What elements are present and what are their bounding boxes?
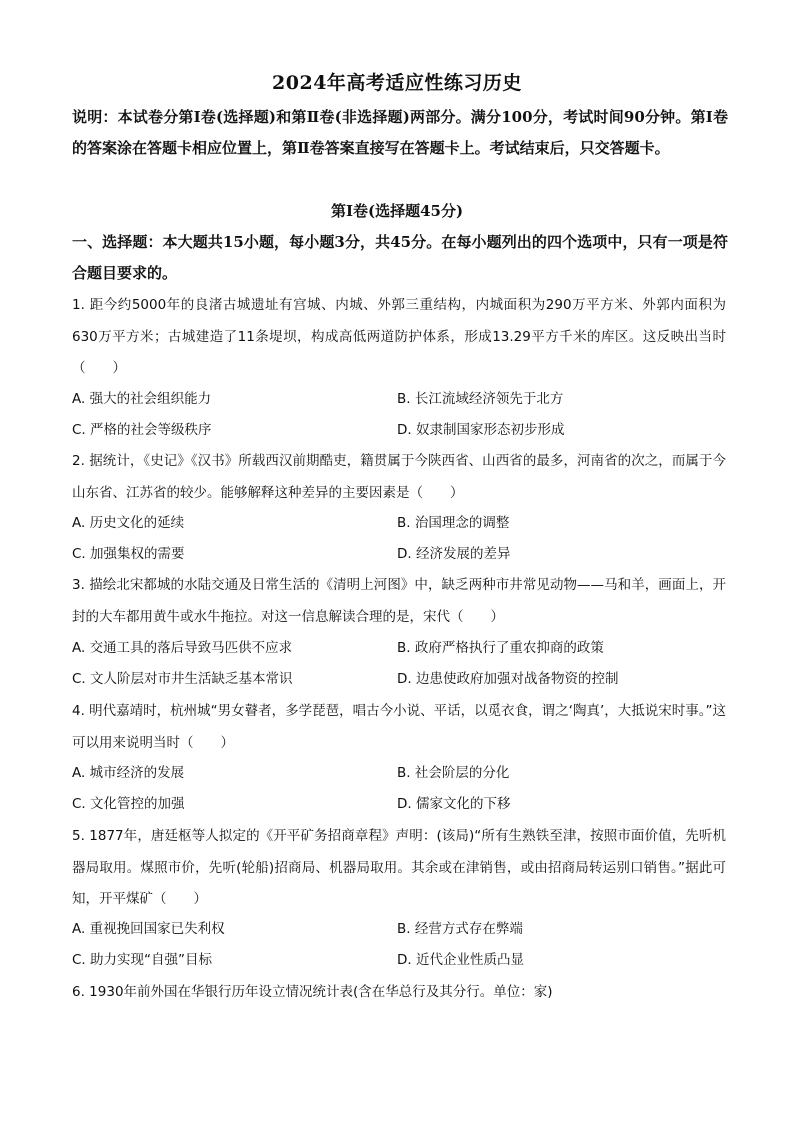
option-3b: B. 政府严格执行了重农抑商的政策 <box>397 640 604 656</box>
exam-instructions: 说明：本试卷分第Ⅰ卷(选择题)和第Ⅱ卷(非选择题)两部分。满分100分，考试时间90分钟。第Ⅰ卷的答案涂在答题卡相应位置上，第Ⅱ卷答案直接写在答题卡上。考试结束后，只交答题卡。 <box>72 108 728 157</box>
option-1a: A. 强大的社会组织能力 <box>72 391 212 407</box>
question-5-stem: 5. 1877年，唐廷枢等人拟定的《开平矿务招商章程》声明：(该局)“所有生熟铁至津，按照市面价值，先听机器局取用。煤照市价，先听(轮船)招商局、机器局取用。其余或在津销售，或由招商局转运别口销售。”据此可知，开平煤矿（ ） <box>72 828 726 907</box>
option-1d: D. 奴隶制国家形态初步形成 <box>397 422 565 438</box>
option-3a: A. 交通工具的落后导致马匹供不应求 <box>72 640 293 656</box>
question-1-stem: 1. 距今约5000年的良渚古城遗址有宫城、内城、外郭三重结构，内城面积为290万平方米、外郭内面积为630万平方米；古城建造了11条堤坝，构成高低两道防护体系，形成13.29平方千米的库区。这反映出当时（ ） <box>72 297 726 376</box>
option-2a: A. 历史文化的延续 <box>72 515 185 531</box>
question-1-options <box>72 384 726 446</box>
option-5c: C. 助力实现“自强”目标 <box>72 952 212 968</box>
question-3-options <box>72 633 726 695</box>
option-4d: D. 儒家文化的下移 <box>397 796 511 812</box>
option-3d: D. 边患使政府加强对战备物资的控制 <box>397 671 619 687</box>
option-2c: C. 加强集权的需要 <box>72 546 185 562</box>
question-6-stem: 6. 1930年前外国在华银行历年设立情况统计表(含在华总行及其分行。单位：家) <box>72 984 553 1000</box>
option-5a: A. 重视挽回国家已失利权 <box>72 921 225 937</box>
question-4-options <box>72 758 726 820</box>
option-5b: B. 经营方式存在弊端 <box>397 921 523 937</box>
option-2b: B. 治国理念的调整 <box>397 515 510 531</box>
page-title: 2024年高考适应性练习历史 <box>272 72 522 94</box>
question-2-options <box>72 508 726 570</box>
option-1b: B. 长江流域经济领先于北方 <box>397 391 564 407</box>
part-heading: 一、选择题：本大题共15小题，每小题3分，共45分。在每小题列出的四个选项中，只有一项是符合题目要求的。 <box>72 233 728 282</box>
option-4a: A. 城市经济的发展 <box>72 765 185 781</box>
option-3c: C. 文人阶层对市井生活缺乏基本常识 <box>72 671 293 687</box>
option-2d: D. 经济发展的差异 <box>397 546 511 562</box>
section-title: 第Ⅰ卷(选择题45分) <box>330 202 464 220</box>
question-3-stem: 3. 描绘北宋都城的水陆交通及日常生活的《清明上河图》中，缺乏两种市井常见动物——马和羊，画面上，开封的大车都用黄牛或水牛拖拉。对这一信息解读合理的是，宋代（ ） <box>72 577 726 625</box>
option-1c: C. 严格的社会等级秩序 <box>72 422 212 438</box>
question-5-options <box>72 914 726 976</box>
option-4b: B. 社会阶层的分化 <box>397 765 510 781</box>
question-4-stem: 4. 明代嘉靖时，杭州城“男女瞽者，多学琵琶，唱古今小说、平话，以觅衣食，谓之‘陶真’，大抵说宋时事。”这可以用来说明当时（ ） <box>72 703 726 751</box>
question-2-stem: 2. 据统计，《史记》《汉书》所载西汉前期酷吏，籍贯属于今陕西省、山西省的最多，河南省的次之，而属于今山东省、江苏省的较少。能够解释这种差异的主要因素是（ ） <box>72 453 726 501</box>
option-4c: C. 文化管控的加强 <box>72 796 185 812</box>
option-5d: D. 近代企业性质凸显 <box>397 952 524 968</box>
